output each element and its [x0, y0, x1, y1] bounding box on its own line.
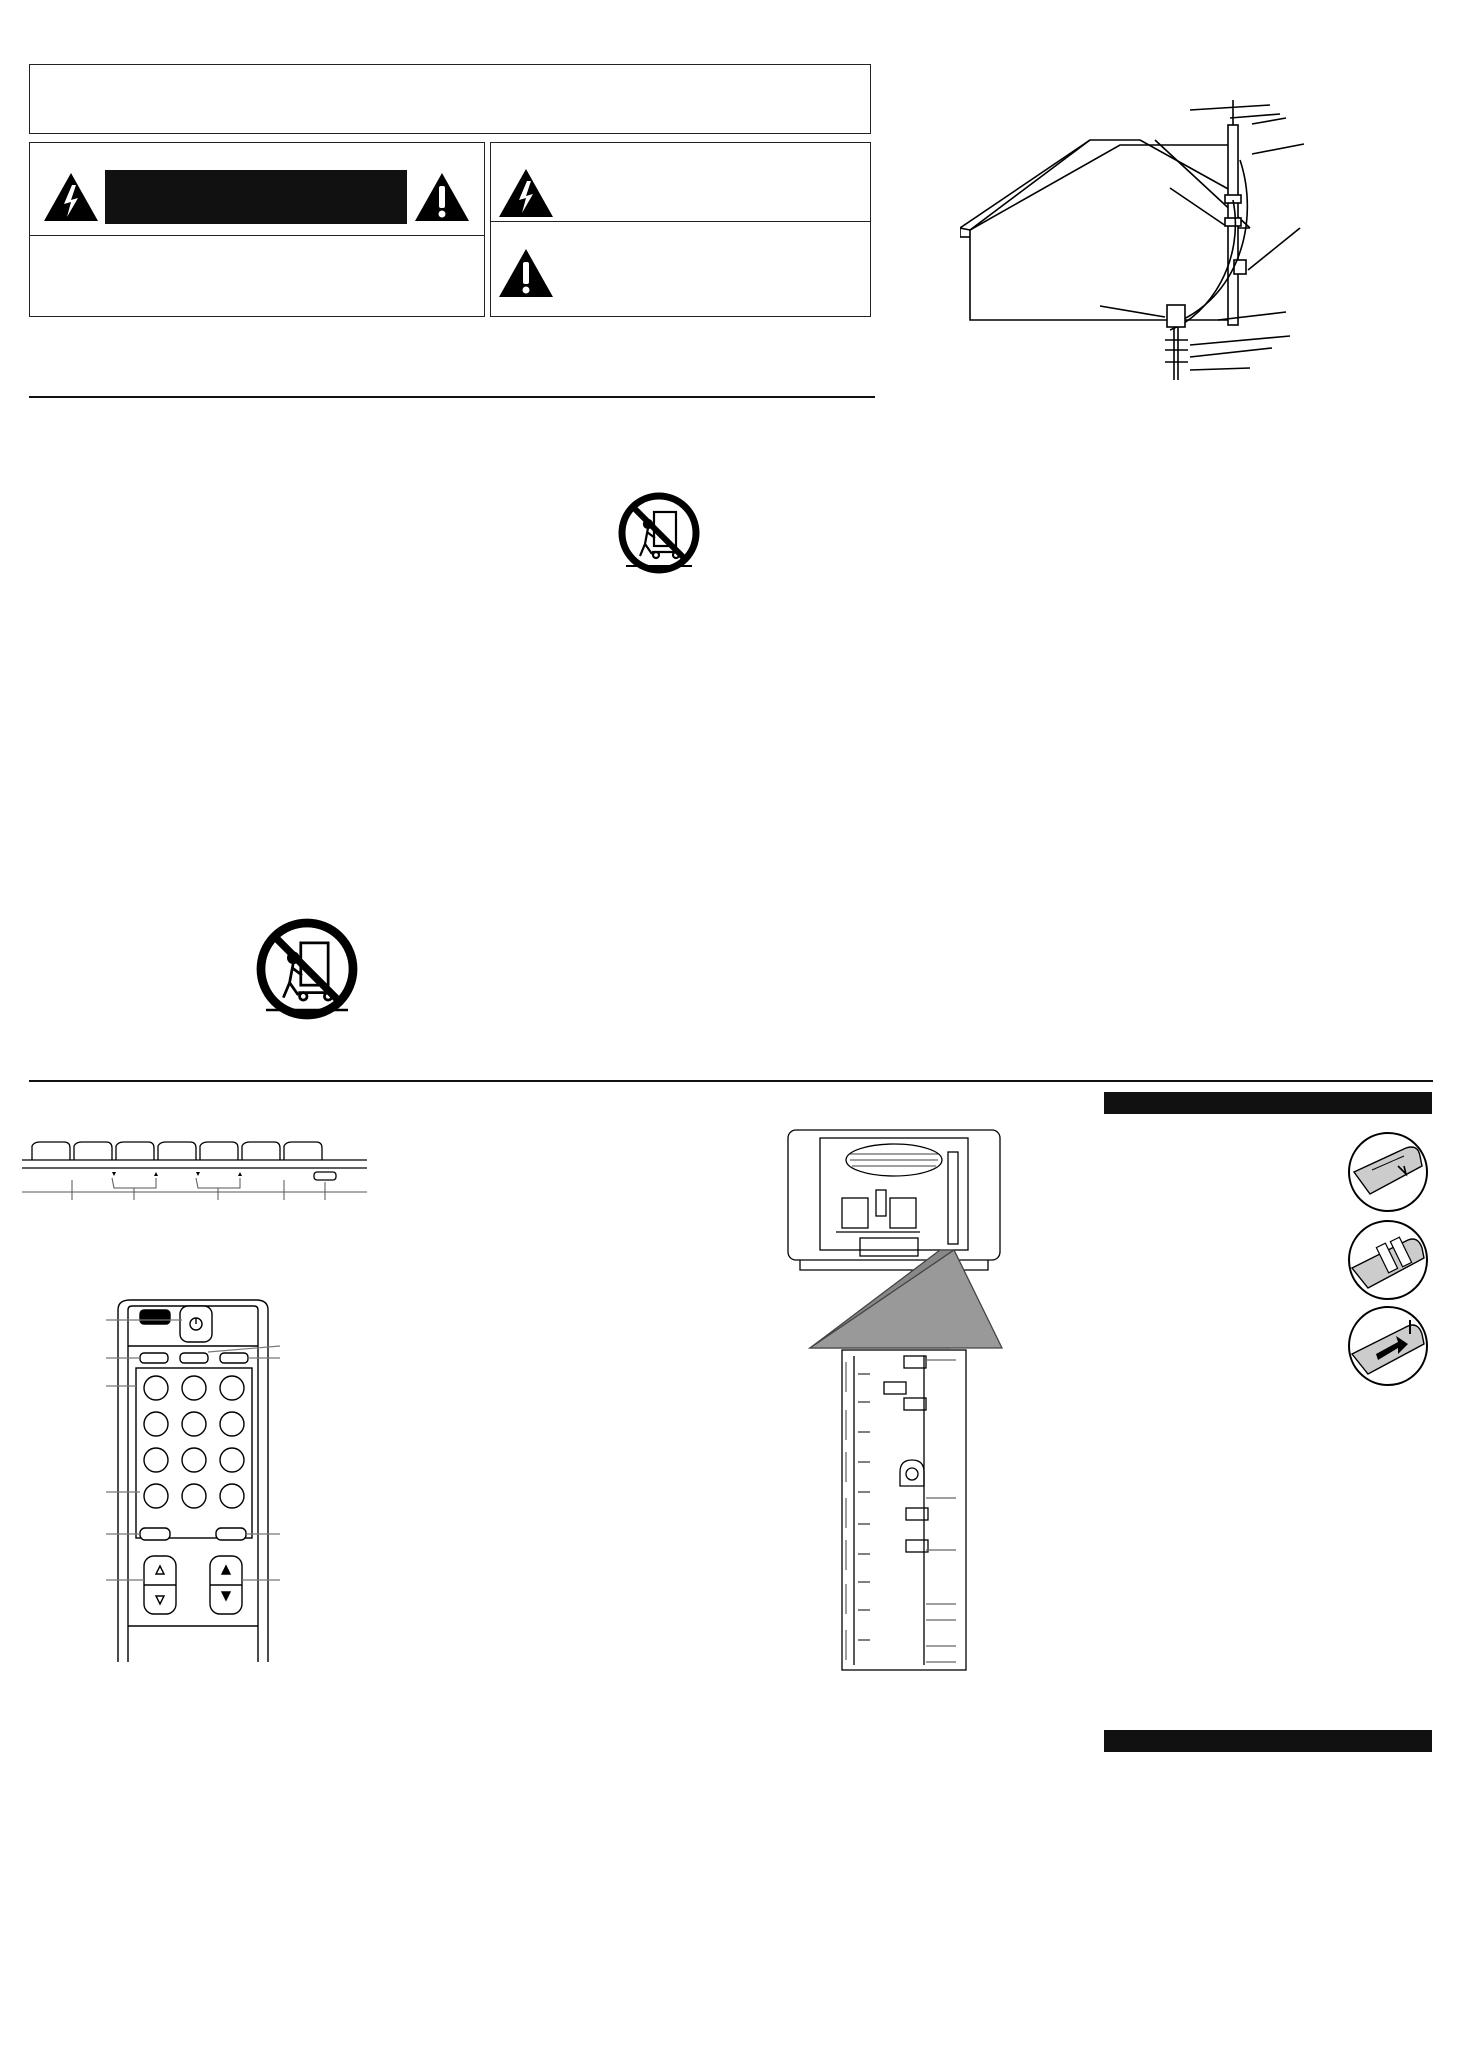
section-divider-bottom: [29, 1080, 1433, 1082]
cart-warning-icon: [256, 918, 358, 1020]
battery-install-icon: [1346, 1130, 1430, 1214]
front-panel-diagram: [22, 1130, 372, 1206]
top-warning-banner: [29, 64, 871, 134]
cart-warning-icon: [618, 492, 700, 574]
tv-rear-jack-diagram: [780, 1120, 1020, 1680]
second-section-header: [1104, 1730, 1432, 1752]
caution-box-right: [490, 142, 871, 317]
lightning-triangle-icon: [42, 171, 100, 223]
lightning-triangle-icon: [497, 167, 555, 219]
lightning-row: [491, 143, 870, 222]
caution-box-left-header: [30, 143, 484, 236]
remote-control-diagram: [100, 1296, 286, 1662]
antenna-grounding-diagram: [960, 100, 1320, 390]
exclamation-triangle-icon: [497, 247, 555, 299]
caution-box-left: [29, 142, 485, 317]
exclamation-triangle-icon: [413, 171, 471, 223]
battery-section-header: [1104, 1092, 1432, 1114]
battery-install-icon: [1346, 1218, 1430, 1302]
section-divider-top: [29, 396, 875, 398]
caution-title-bar: [105, 170, 407, 224]
battery-install-icon: [1346, 1304, 1430, 1388]
